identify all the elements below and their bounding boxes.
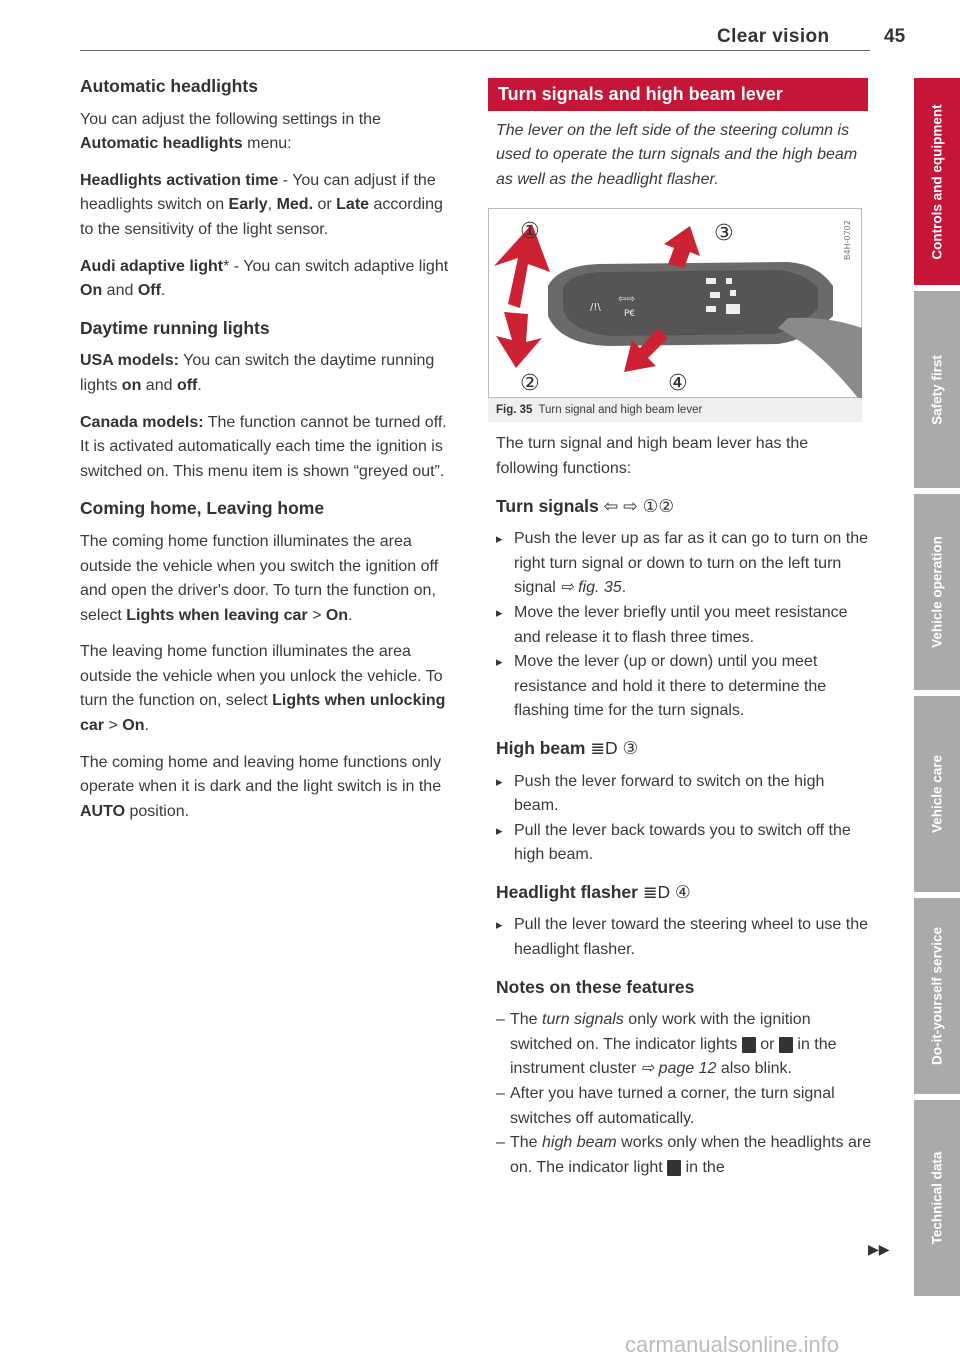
figure-turn-signal-lever: [488, 208, 862, 422]
callout-4: ④: [668, 371, 688, 397]
watermark: carmanualsonline.info: [625, 1332, 840, 1357]
callout-3: ③: [714, 221, 734, 247]
callout-2: ②: [520, 371, 540, 397]
list-item: – The high beam works only when the headlights are on. The indicator light in the: [496, 1131, 872, 1180]
tab-safety-first[interactable]: Safety first: [914, 291, 960, 488]
list-item: – After you have turned a corner, the turn signal switches off automatically.: [496, 1082, 872, 1131]
page-number: 45: [884, 26, 906, 47]
right-turn-indicator-icon: [779, 1037, 793, 1053]
tab-vehicle-care[interactable]: Vehicle care: [914, 696, 960, 892]
tab-vehicle-operation[interactable]: Vehicle operation: [914, 494, 960, 690]
headlights-activation-time: Headlights activation time - You can adjust if the headlights switch on Early, Med. or Late according to the sensitivity of the light sensor.: [80, 171, 443, 238]
notes-list: [496, 1008, 872, 1180]
lever-park-symbol: P€: [624, 309, 636, 320]
left-turn-indicator-icon: [742, 1037, 756, 1053]
automatic-headlights-intro: You can adjust the following settings in the Automatic headlights menu:: [80, 110, 381, 153]
usa-models-text: USA models: You can switch the daytime running lights on and off.: [80, 352, 435, 394]
functions-intro: The turn signal and high beam lever has the following functions:: [496, 435, 809, 477]
continued-arrow-icon: ▶▶: [868, 1241, 890, 1257]
list-item: ▸ Push the lever forward to switch on the high beam.: [496, 770, 872, 819]
high-beam-indicator-icon: [667, 1160, 681, 1176]
heading-daytime-running-lights: Daytime running lights: [80, 317, 270, 338]
high-beam-list: [496, 770, 872, 868]
right-column: [496, 78, 872, 1180]
section-intro: The lever on the left side of the steering column is used to operate the turn signals and the high beam as well as the headlight flasher.: [496, 121, 858, 188]
tab-controls-and-equipment[interactable]: Controls and equipment: [914, 78, 960, 285]
section-band-title: Turn signals and high beam lever: [488, 78, 868, 111]
list-item: ▸ Pull the lever toward the steering wheel to use the headlight flasher.: [496, 913, 872, 962]
callout-1: ①: [520, 219, 540, 245]
coming-home-text: The coming home function illuminates the area outside the vehicle when you switch the ignition off and open the driver's door. To turn the function on, select Lights when leaving car > On.: [80, 532, 439, 624]
lever-hazard-symbol: /!\: [590, 302, 601, 314]
heading-headlight-flasher: Headlight flasher ≣D ④: [496, 881, 691, 902]
heading-coming-home: Coming home, Leaving home: [80, 498, 325, 519]
left-column: [80, 74, 458, 836]
lever-turn-symbol: ⇦⇨: [618, 294, 635, 306]
heading-notes: Notes on these features: [496, 976, 695, 997]
heading-automatic-headlights: Automatic headlights: [80, 76, 258, 96]
list-item: ▸ Pull the lever back towards you to switch off the high beam.: [496, 819, 872, 868]
audi-adaptive-light: Audi adaptive light* - You can switch adaptive light On and Off.: [80, 257, 449, 300]
canada-models-text: Canada models: The function cannot be turned off. It is activated automatically each time the ignition is switched on. This menu item is shown “greyed out”.: [80, 413, 447, 480]
leaving-home-text: The leaving home function illuminates the area outside the vehicle when you unlock the vehicle. To turn the function on, select Lights when unlocking car > On.: [80, 643, 446, 735]
turn-signals-list: [496, 527, 872, 724]
coming-leaving-note: The coming home and leaving home functions only operate when it is dark and the light switch is in the AUTO position.: [80, 753, 442, 820]
headlight-flasher-list: [496, 913, 872, 962]
list-item: ▸ Move the lever briefly until you meet resistance and release it to flash three times.: [496, 601, 872, 650]
page-header-title: Clear vision: [717, 26, 830, 47]
figure-caption: Fig. 35 Turn signal and high beam lever: [488, 398, 862, 422]
list-item: ▸ Move the lever (up or down) until you meet resistance and hold it there to determine the flashing time for the turn signals.: [496, 650, 872, 724]
header-rule: [80, 50, 870, 51]
heading-turn-signals: Turn signals ⇦ ⇨ ①②: [496, 495, 675, 516]
tab-do-it-yourself-service[interactable]: Do-it-yourself service: [914, 898, 960, 1094]
heading-high-beam: High beam ≣D ③: [496, 737, 639, 758]
list-item: – The turn signals only work with the ignition switched on. The indicator lights or in the instrument cluster ⇨ page 12 also blink.: [496, 1008, 872, 1082]
tab-technical-data[interactable]: Technical data: [914, 1100, 960, 1296]
list-item: ▸ Push the lever up as far as it can go to turn on the right turn signal or down to turn on the left turn signal ⇨ fig. 35.: [496, 527, 872, 601]
figure-code: B4H-0702: [843, 220, 852, 261]
lever-illustration: [488, 208, 862, 398]
